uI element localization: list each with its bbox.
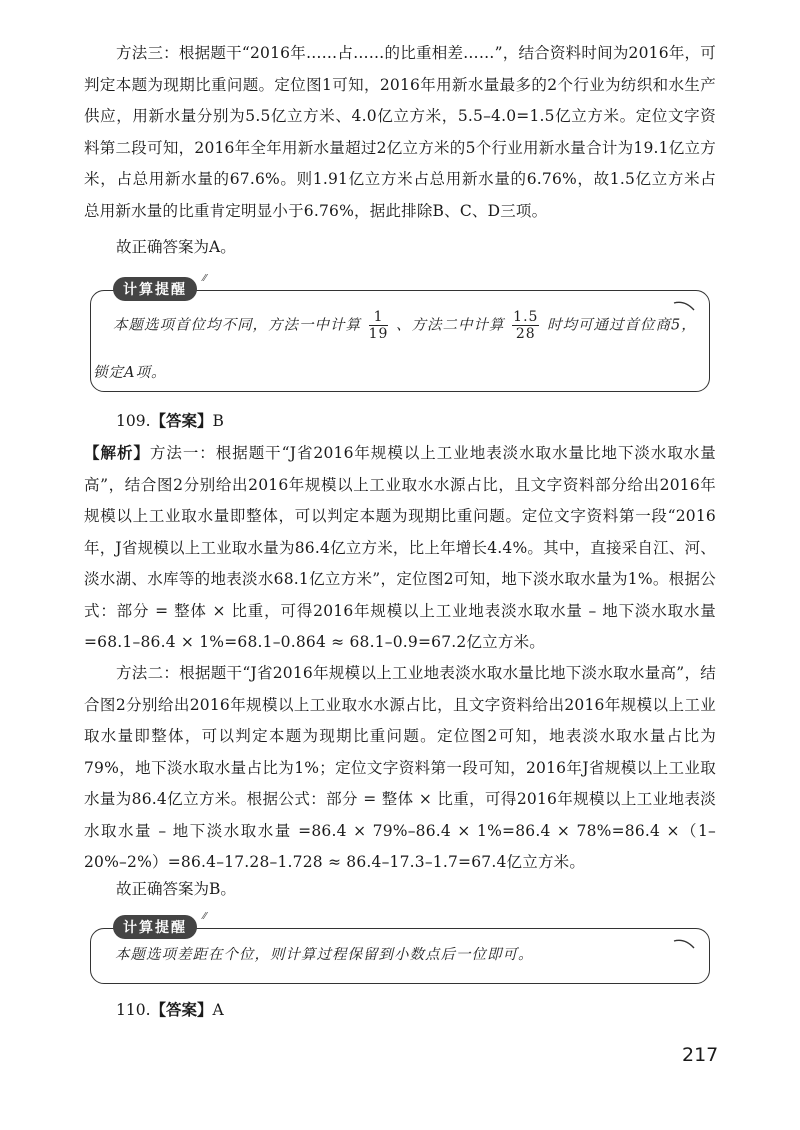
- q108-tip-text: [113, 309, 703, 342]
- q109-method1-paragraph: [84, 437, 716, 659]
- q108-conclusion: 故正确答案为A。: [116, 238, 236, 256]
- q110-number: 110.: [116, 1001, 151, 1019]
- q110-answer: A: [212, 1001, 224, 1019]
- page-number: 217: [682, 1044, 719, 1066]
- fraction-denominator: 28: [515, 326, 536, 342]
- q109-number: 109.: [116, 412, 151, 430]
- tip-text-c: 时均可通过首位商5，: [547, 317, 697, 334]
- sparkle-icon: ⁄⁄: [203, 911, 207, 922]
- fraction-1.5-28: [512, 309, 539, 342]
- answer-tag: 【答案】: [150, 411, 213, 430]
- q109-answer-line: [116, 405, 224, 437]
- q109-method2-paragraph: 方法二：根据题干“J省2016年规模以上工业地表淡水取水量比地下淡水取水量高”，结合图2分别给出2016年规模以上工业取水水源占比，且文字资料给出2016年规模以上工业取水量即整体，可以判定本题为现期比重问题。定位图2可知，地表淡水取水量占比为79%，地下淡水取水量占比为1%；定位文字资料第一段可知，2016年J省规模以上工业取水量为86.4亿立方米。根据公式：部分 = 整体 × 比重，可得2016年规模以上工业地表淡水取水量 – 地下淡水取水量 =86.4 × 79%–86.4 × 1%=86.4 × 78%=86.4 ×（1–20%–2%）=86.4–17.28–1.728 ≈ 86.4–17.3–1.7=67.4亿立方米。: [84, 664, 716, 871]
- fraction-numerator: 1: [369, 309, 389, 326]
- tip-label: 计算提醒: [113, 277, 197, 301]
- q110-answer-line: [116, 994, 224, 1026]
- q109-tip-box: [90, 911, 710, 984]
- analysis-tag: 【解析】: [84, 443, 150, 462]
- q109-tip-text: 本题选项差距在个位，则计算过程保留到小数点后一位即可。: [115, 947, 534, 963]
- q108-tip-box: [90, 273, 710, 392]
- fraction-numerator: 1.5: [513, 309, 539, 325]
- q108-method3-paragraph: 方法三：根据题干“2016年……占……的比重相差……”，结合资料时间为2016年，可判定本题为现期比重问题。定位图1可知，2016年用新水量最多的2个行业为纺织和水生产供应，用新水量分别为5.5亿立方米、4.0亿立方米，5.5–4.0=1.5亿立方米。定位文字资料第二段可知，2016年全年用新水量超过2亿立方米的5个行业用新水量合计为19.1亿立方米，占总用新水量的67.6%。则1.91亿立方米占总用新水量的6.76%，故1.5亿立方米占总用新水量的比重肯定明显小于6.76%，据此排除B、C、D三项。: [84, 44, 716, 220]
- answer-tag: 【答案】: [150, 1000, 213, 1019]
- q109-answer: B: [212, 412, 224, 430]
- fraction-1-19: [369, 309, 389, 342]
- fraction-denominator: 19: [368, 326, 389, 342]
- sparkle-icon: ⁄⁄: [203, 273, 207, 284]
- tip-text-a: 本题选项首位均不同，方法一中计算: [113, 317, 361, 334]
- tip-text-b: 、方法二中计算: [396, 317, 505, 334]
- q109-method1-text: 方法一：根据题干“J省2016年规模以上工业地表淡水取水量比地下淡水取水量高”，结合图2分别给出2016年规模以上工业取水水源占比，且文字资料部分给出2016年规模以上工业取水量即整体，可以判定本题为现期比重问题。定位文字资料第一段“2016年，J省规模以上工业取水量为86.4亿立方米，比上年增长4.4%。其中，直接采自江、河、淡水湖、水库等的地表淡水68.1亿立方米”，定位图2可知，地下淡水取水量为1%。根据公式：部分 = 整体 × 比重，可得2016年规模以上工业地表淡水取水量 – 地下淡水取水量 =68.1–86.4 × 1%=68.1–0.864 ≈ 68.1–0.9=67.2亿立方米。: [84, 444, 716, 651]
- tip-label: 计算提醒: [113, 915, 197, 939]
- curl-decoration-icon: [673, 937, 695, 949]
- tip-text-d: 锁定A项。: [93, 365, 167, 381]
- q109-conclusion: 故正确答案为B。: [116, 880, 236, 898]
